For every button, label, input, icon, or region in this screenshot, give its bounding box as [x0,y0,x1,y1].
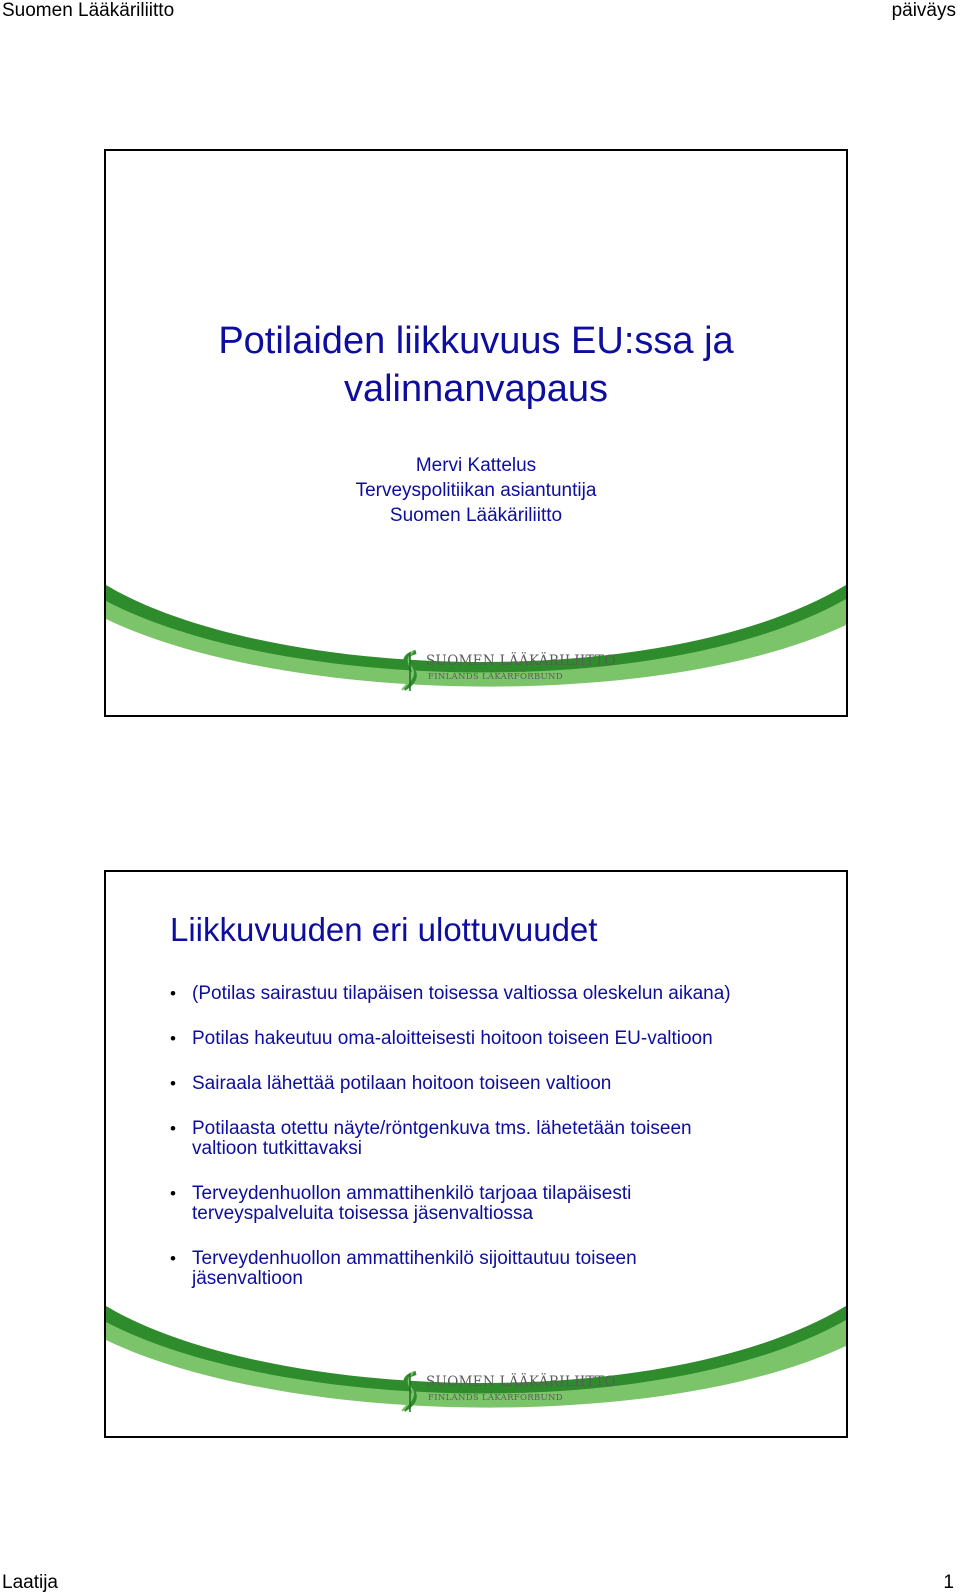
bullet-item [170,984,810,1004]
page-header-date: päiväys [891,0,956,21]
logo-name-text: SUOMEN LÄÄKÄRILIITTO [426,653,616,669]
bullet-marker: • [170,1029,176,1048]
bullet-text-line: valtioon tutkittavaksi [192,1138,363,1159]
bullet-text-line: Terveydenhuollon ammattihenkilö tarjoaa tilapäisesti [192,1183,632,1204]
author-organization: Suomen Lääkäriliitto [389,505,563,526]
bullet-item [170,1249,810,1289]
bullet-text-line: Potilaasta otettu näyte/röntgenkuva tms. lähetetään toiseen [192,1118,692,1139]
slide-1 [104,149,848,717]
bullet-marker: • [170,1249,176,1268]
organization-logo [398,649,616,693]
bullet-text-line: jäsenvaltioon [192,1268,303,1289]
slide-1-title [106,317,846,413]
slide-2-title: Liikkuvuuden eri ulottuvuudet [170,911,598,948]
caduceus-s-logo-icon [398,1370,422,1414]
bullet-text-line: Sairaala lähettää potilaan hoitoon toiseen valtioon [192,1073,612,1094]
slide-1-title-line: valinnanvapaus [343,368,609,410]
page-footer-author-label: Laatija [2,1572,58,1593]
bullet-item [170,1029,810,1049]
organization-logo [398,1370,616,1414]
slide-1-title-line: Potilaiden liikkuvuus EU:ssa ja [218,320,734,362]
bullet-text-line: (Potilas sairastuu tilapäisen toisessa valtiossa oleskelun aikana) [192,983,731,1004]
bullet-marker: • [170,1184,176,1203]
bullet-item [170,1074,810,1094]
bullet-item [170,1119,810,1159]
slide-1-author-block [106,453,846,528]
page-header-organization: Suomen Lääkäriliitto [2,0,175,21]
logo-name-text: SUOMEN LÄÄKÄRILIITTO [426,1374,616,1390]
bullet-item [170,1184,810,1224]
slide-2-bullet-list [170,984,810,1314]
bullet-marker: • [170,984,176,1003]
logo-subname-text: FINLANDS LÄKARFÖRBUND [428,672,563,682]
bullet-text-line: Potilas hakeutuu oma-aloitteisesti hoitoon toiseen EU-valtioon [192,1028,713,1049]
bullet-text-line: terveyspalveluita toisessa jäsenvaltiossa [192,1203,534,1224]
bullet-marker: • [170,1074,176,1093]
slide-2 [104,870,848,1438]
author-role: Terveyspolitiikan asiantuntija [355,480,597,501]
author-name: Mervi Kattelus [415,455,537,476]
caduceus-s-logo-icon [398,649,422,693]
logo-subname-text: FINLANDS LÄKARFÖRBUND [428,1393,563,1403]
bullet-text-line: Terveydenhuollon ammattihenkilö sijoittautuu toiseen [192,1248,637,1269]
bullet-marker: • [170,1119,176,1138]
page-number: 1 [943,1572,954,1593]
